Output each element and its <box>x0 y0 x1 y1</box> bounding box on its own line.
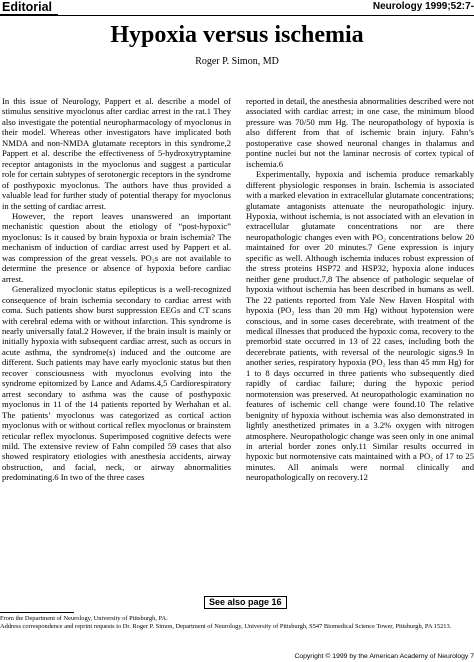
see-also-link[interactable]: See also page 16 <box>204 596 287 609</box>
footnote-correspondence: Address correspondence and reprint requests to Dr. Roger P. Simon, Department of Neurology, University of Pittsburgh, S547 Biomedical Science Tower, Pittsburgh, PA 15213. <box>0 623 452 631</box>
paragraph: However, the report leaves unanswered an important mechanistic question about the etiology of “post-hypoxic” myoclonus: Is it caused by brain hypoxia or brain ischemia? The mechanism of induction of cardiac arrest used by Pappert et al. was compression of the great vessels. PO₂s are not available to determine the presence or absence of hypoxia before cardiac arrest. <box>2 210 231 284</box>
footnote-affiliation: From the Department of Neurology, University of Pittsburgh, PA. <box>0 615 168 622</box>
article-title: Hypoxia versus ischemia <box>110 22 364 48</box>
paragraph: Generalized myoclonic status epilepticus is a well-recognized consequence of brain ischemia secondary to cardiac arrest with coma. Such patients show burst suppression EEGs and CT scans with cerebral edema with or without infarction. This syndrome is nearly universally fatal.2 However, if the brain insult is mainly or initially hypoxia with subsequent cardiac arrest, such as occurs in acute asthma, the syndrome(s) induced and the outcome are different. Such patients may have early myoclonic status but then recover consciousness with myoclonus evolving into the syndrome epitomized by Lance and Adams.4,5 Cardiorespiratory arrest secondary to asthma was the cause of posthypoxic myoclonus in 11 of the 14 patients reported by Werhahan et al. The patients’ myoclonus was categorized as cortical action myoclonus with or without cortical reflex myoclonus or brainstem reticular reflex myoclonus. Superimposed cognitive defects were mild. The extensive review of Fahn compiled 59 cases that also showed respiratory etiologies with anesthesia accidents, airway obstruction, and facial, neck, or airway abnormalities predominating.6 In two of the three cases <box>2 284 231 483</box>
left-column <box>2 96 231 483</box>
right-column <box>246 96 474 483</box>
section-label: Editorial <box>0 0 58 16</box>
copyright-line: Copyright © 1999 by the American Academy of Neurology 7 <box>294 653 474 660</box>
paragraph: Experimentally, hypoxia and ischemia produce remarkably different physiologic responses in brain. Ischemia is associated with a marked elevation in extracellular glutamate concentrations; glutamate antagonists attenuate the neuropathologic injury. Hypoxia, without ischemia, is not associated with an elevation in extracellular glutamate concentrations nor are there neuropathologic changes even with PO₂ concentrations below 20 maintained for over 20 minutes.7 Gene expression is injury specific as well. Although ischemia induces robust expression of the stress proteins HSP72 and HSP32, hypoxia alone induces neither gene product.7,8 The absence of pathologic sequelae of hypoxia without ischemia has been described in humans as well. The 22 patients reported from Yale New Haven Hospital with hypoxia (PO₂ less than 20 mm Hg) without hypotension were conscious, and in some cases decerebrate, with treatment of the medical illnesses that produced the hypoxic coma, recovery to the premorbid state occurred in 13 of 22 cases, including both the decerebrate patients, with reversal of the neurologic signs.9 In another series, respiratory hypoxia (PO₂ less than 45 mm Hg) for 1 to 8 days occurred in three patients who subsequently died rapidly of cardiac failure; during the hypoxic period normotension was preserved. At neuropathologic examination no features of ischemic cell change were found.10 The relative benignity of hypoxia without ischemia was also demonstrated in lightly anesthetized primates in a 3.2% oxygen with nitrogen atmosphere. Neuropathologic change was seen only in one animal in arterial border zones only.11 Similar results occurred in hypoxic but normotensive cats maintained with a PO₂ of 17 to 25 minutes. All animals were normal clinically and neuropathologically on recovery.12 <box>246 169 474 483</box>
article-author: Roger P. Simon, MD <box>195 56 279 67</box>
header-rule <box>0 15 474 16</box>
footnotes <box>0 615 474 631</box>
paragraph: reported in detail, the anesthesia abnormalities described were not associated with cardiac arrest; in one case, the minimum blood pressure was 70/50 mm Hg. The neuropathology of hypoxia is also different from that of ischemic brain injury. Fahn’s postoperative case showed neuronal changes in thalamus and pontine nuclei but not the laminar necrosis of cortex typical of ischemia.6 <box>246 96 474 169</box>
paragraph: In this issue of Neurology, Pappert et al. describe a model of stimulus sensitive myoclonus after cardiac arrest in the rat.1 They also investigate the potential neuropharmacology of myoclonus in their model. Whereas other investigators have implicated both NMDA and non-NMDA glutamate receptors in this syndrome,2 Pappert et al. describe the effectiveness of 5-hydroxytryptamine receptor antagonists in the myoclonus and suggest a particular role for certain subtypes of serotonergic receptors in the syndrome of posthypoxic myoclonus. The authors have thus provided a valuable lead for further study of potential therapy for myoclonus in the setting of cardiac arrest. <box>2 96 231 211</box>
journal-citation: Neurology 1999;52:7- <box>372 1 474 12</box>
footnote-rule <box>0 612 74 613</box>
